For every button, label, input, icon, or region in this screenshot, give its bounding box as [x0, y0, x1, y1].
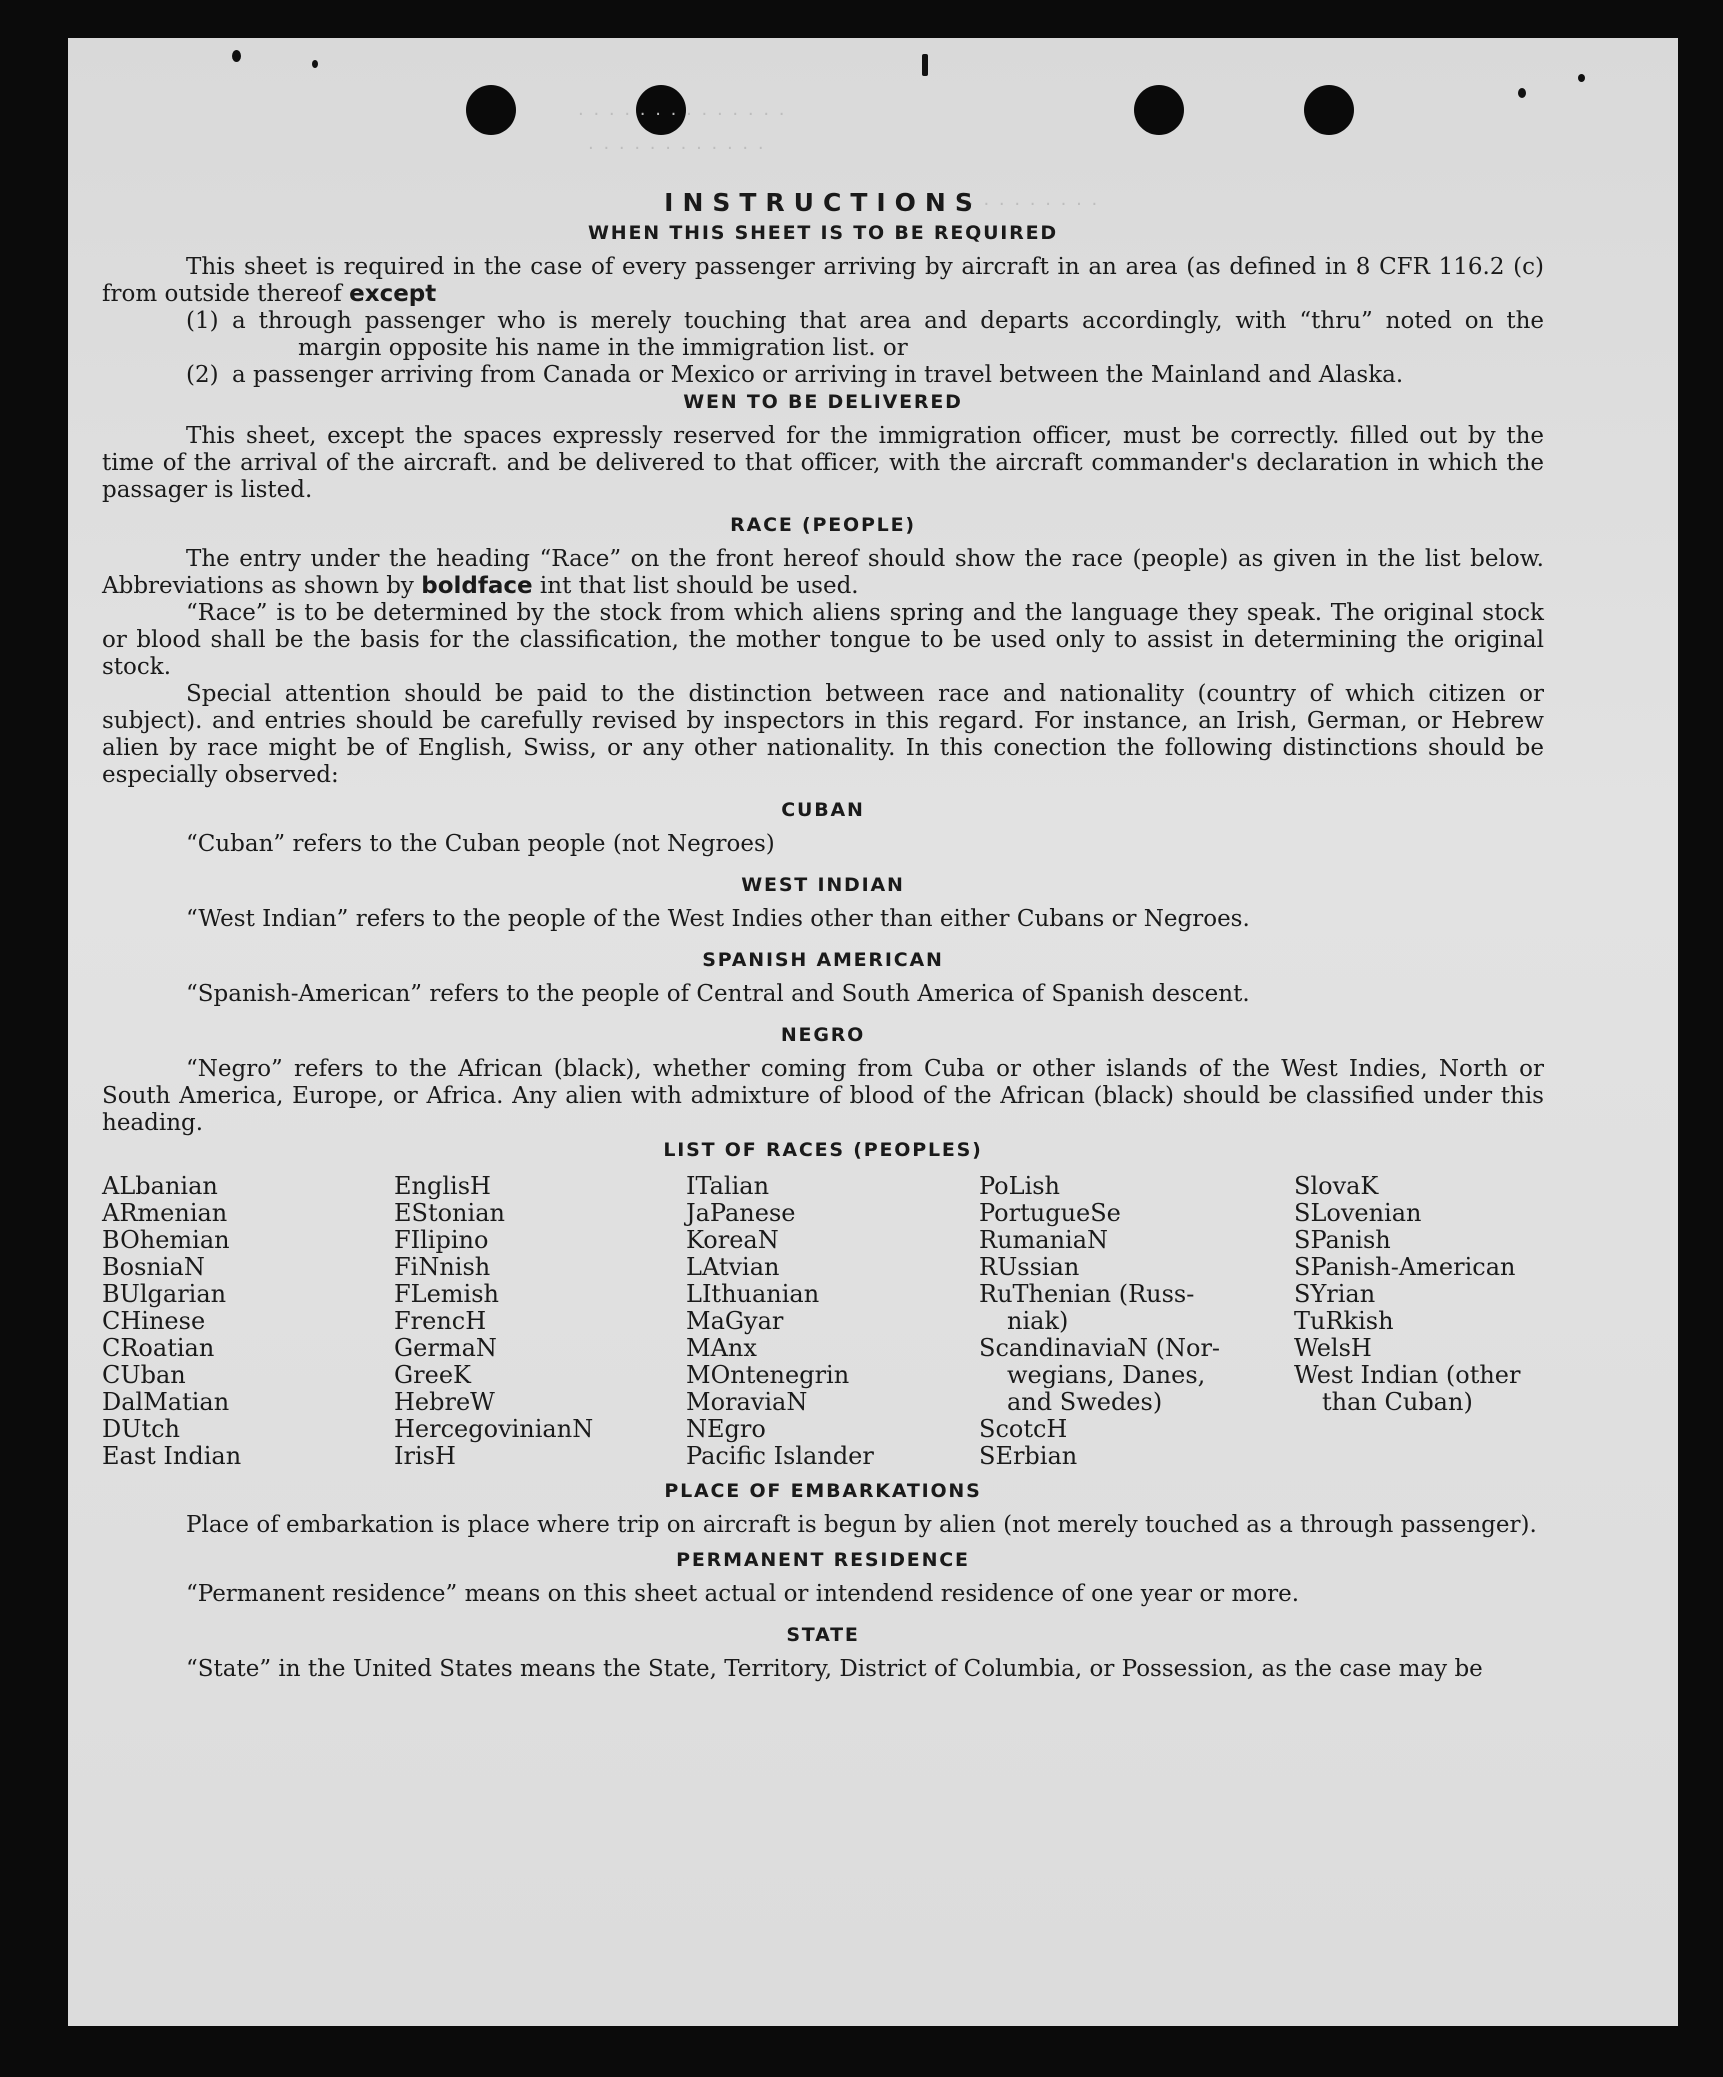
race-item: wegians, Danes,: [1007, 1361, 1206, 1389]
race-item: BUlgarian: [102, 1280, 227, 1308]
section-heading-list-of-races: LIST OF RACES (PEOPLES): [663, 1139, 983, 1161]
race-item: MaGyar: [686, 1307, 784, 1335]
section-heading-embarkation: PLACE OF EMBARKATIONS: [664, 1480, 982, 1502]
paragraph-cuban: “Cuban” refers to the Cuban people (not Negroes): [186, 831, 775, 857]
punch-hole-1: [466, 85, 516, 135]
race-item: LIthuanian: [686, 1280, 820, 1308]
page-title: INSTRUCTIONS: [664, 188, 982, 217]
paragraph-race-1: The entry under the heading “Race” on the front hereof should show the race (people) as given in the list below. Abbreviations as shown by boldface int that list should be used.: [102, 546, 1544, 599]
section-heading-negro: NEGRO: [780, 1024, 866, 1046]
race-item: MoraviaN: [686, 1388, 808, 1416]
paragraph-residence: “Permanent residence” means on this sheet actual or intendend residence of one year or more.: [186, 1581, 1300, 1607]
race-item: GermaN: [394, 1334, 497, 1362]
paragraph-negro: “Negro” refers to the African (black), whether coming from Cuba or other islands of the West Indies, North or South America, Europe, or Africa. Any alien with admixture of blood of the African (black) should be classified under this heading.: [102, 1056, 1544, 1136]
race-item: HercegovinianN: [394, 1415, 594, 1443]
races-column-3: [686, 1173, 979, 1470]
paragraph-when-required: This sheet is required in the case of every passenger arriving by aircraft in an area (as defined in 8 CFR 116.2 (c) from outside thereof except: [102, 254, 1544, 307]
race-item: MAnx: [686, 1334, 757, 1362]
race-item: SYrian: [1294, 1280, 1376, 1308]
bold-except: except: [349, 281, 437, 307]
race-item: SPanish-American: [1294, 1253, 1516, 1281]
ink-speck: [1578, 74, 1585, 82]
list-item: (1) a through passenger who is merely touching that area and departs accordingly, with “thru” noted on the margin opposite his name in the immigration list. or: [186, 308, 1544, 361]
ink-speck: [312, 60, 318, 68]
race-item: FrencH: [394, 1307, 487, 1335]
race-item: FLemish: [394, 1280, 499, 1308]
ink-speck: [232, 50, 241, 62]
race-item: EnglisH: [394, 1172, 491, 1200]
race-item: WelsH: [1294, 1334, 1372, 1362]
race-item: MOntenegrin: [686, 1361, 850, 1389]
race-item: CUban: [102, 1361, 186, 1389]
paragraph-race-2: “Race” is to be determined by the stock from which aliens spring and the language they speak. The original stock or blood shall be the basis for the classification, the mother tongue to be used only to assist in determining the original stock.: [102, 600, 1544, 680]
section-heading-cuban: CUBAN: [781, 799, 865, 821]
race-item: and Swedes): [1007, 1388, 1163, 1416]
paragraph-race-3: Special attention should be paid to the distinction between race and nationality (country of which citizen or subject). and entries should be carefully revised by inspectors in this regard. For instance, an Irish, German, or Hebrew alien by race might be of English, Swiss, or any other nationality. In this conection the following distinctions should be especially observed:: [102, 681, 1544, 788]
race-item: ALbanian: [102, 1172, 218, 1200]
paragraph-embarkation: Place of embarkation is place where trip on aircraft is begun by alien (not merely touched as a through passenger).: [186, 1512, 1537, 1538]
races-column-2: [394, 1173, 686, 1470]
list-item: (2) a passenger arriving from Canada or Mexico or arriving in travel between the Mainland and Alaska.: [186, 362, 1404, 388]
race-item: DalMatian: [102, 1388, 230, 1416]
race-item: SErbian: [979, 1442, 1078, 1470]
punch-hole-4: [1304, 85, 1354, 135]
race-item: GreeK: [394, 1361, 471, 1389]
show-through-text: · · · · · · · · · · · · · ·: [578, 104, 787, 125]
race-item: LAtvian: [686, 1253, 780, 1281]
race-item: CRoatian: [102, 1334, 215, 1362]
section-heading-spanish-american: SPANISH AMERICAN: [702, 949, 944, 971]
race-item: SLovenian: [1294, 1199, 1422, 1227]
show-through-text: · · · · · · · · · · · ·: [588, 138, 766, 159]
race-item: FiNnish: [394, 1253, 491, 1281]
paragraph-state: “State” in the United States means the State, Territory, District of Columbia, or Possession, as the case may be: [186, 1656, 1483, 1682]
race-item: RUssian: [979, 1253, 1080, 1281]
section-heading-residence: PERMANENT RESIDENCE: [676, 1549, 970, 1571]
race-item: ScandinaviaN (Nor-: [979, 1334, 1221, 1362]
race-item: ScotcH: [979, 1415, 1068, 1443]
race-item: SPanish: [1294, 1226, 1391, 1254]
paragraph-west-indian: “West Indian” refers to the people of the West Indies other than either Cubans or Negroes.: [186, 906, 1250, 932]
section-heading-west-indian: WEST INDIAN: [741, 874, 905, 896]
paragraph-delivered: This sheet, except the spaces expressly reserved for the immigration officer, must be correctly. filled out by the time of the arrival of the aircraft. and be delivered to that officer, with the aircraft commander's declaration in which the passager is listed.: [102, 423, 1544, 503]
race-item: SlovaK: [1294, 1172, 1379, 1200]
section-heading-state: STATE: [786, 1624, 860, 1646]
race-item: East Indian: [102, 1442, 242, 1470]
race-item: than Cuban): [1322, 1388, 1473, 1416]
race-item: BOhemian: [102, 1226, 230, 1254]
race-item: West Indian (other: [1294, 1361, 1521, 1389]
race-item: BosniaN: [102, 1253, 205, 1281]
race-item: EStonian: [394, 1199, 505, 1227]
race-item: ITalian: [686, 1172, 770, 1200]
race-item: Pacific Islander: [686, 1442, 874, 1470]
punch-hole-3: [1134, 85, 1184, 135]
races-list: [102, 1173, 1544, 1470]
section-heading-when-required: WHEN THIS SHEET IS TO BE REQUIRED: [588, 222, 1058, 244]
race-item: HebreW: [394, 1388, 495, 1416]
race-item: FIlipino: [394, 1226, 489, 1254]
paragraph-spanish-american: “Spanish-American” refers to the people of Central and South America of Spanish descent.: [186, 981, 1250, 1007]
race-item: PoLish: [979, 1172, 1061, 1200]
race-item: ARmenian: [102, 1199, 228, 1227]
section-heading-delivered: WEN TO BE DELIVERED: [683, 391, 963, 413]
race-item: TuRkish: [1294, 1307, 1394, 1335]
bold-boldface: boldface: [421, 573, 533, 599]
race-item: RumaniaN: [979, 1226, 1109, 1254]
race-item: NEgro: [686, 1415, 766, 1443]
ink-speck: [922, 54, 928, 76]
races-column-4: [979, 1173, 1294, 1470]
race-item: DUtch: [102, 1415, 181, 1443]
instructions-body: [102, 186, 1544, 1683]
race-item: CHinese: [102, 1307, 206, 1335]
section-heading-race: RACE (PEOPLE): [730, 514, 916, 536]
race-item: KoreaN: [686, 1226, 779, 1254]
ink-speck: [1518, 88, 1526, 98]
races-column-1: [102, 1173, 394, 1470]
race-item: IrisH: [394, 1442, 456, 1470]
race-item: PortugueSe: [979, 1199, 1121, 1227]
race-item: niak): [1007, 1307, 1069, 1335]
document-page: [68, 38, 1678, 2026]
show-through-text: · · · · · · · · ·: [968, 194, 1100, 215]
races-column-5: [1294, 1173, 1544, 1470]
race-item: JaPanese: [686, 1199, 796, 1227]
race-item: RuThenian (Russ-: [979, 1280, 1195, 1308]
